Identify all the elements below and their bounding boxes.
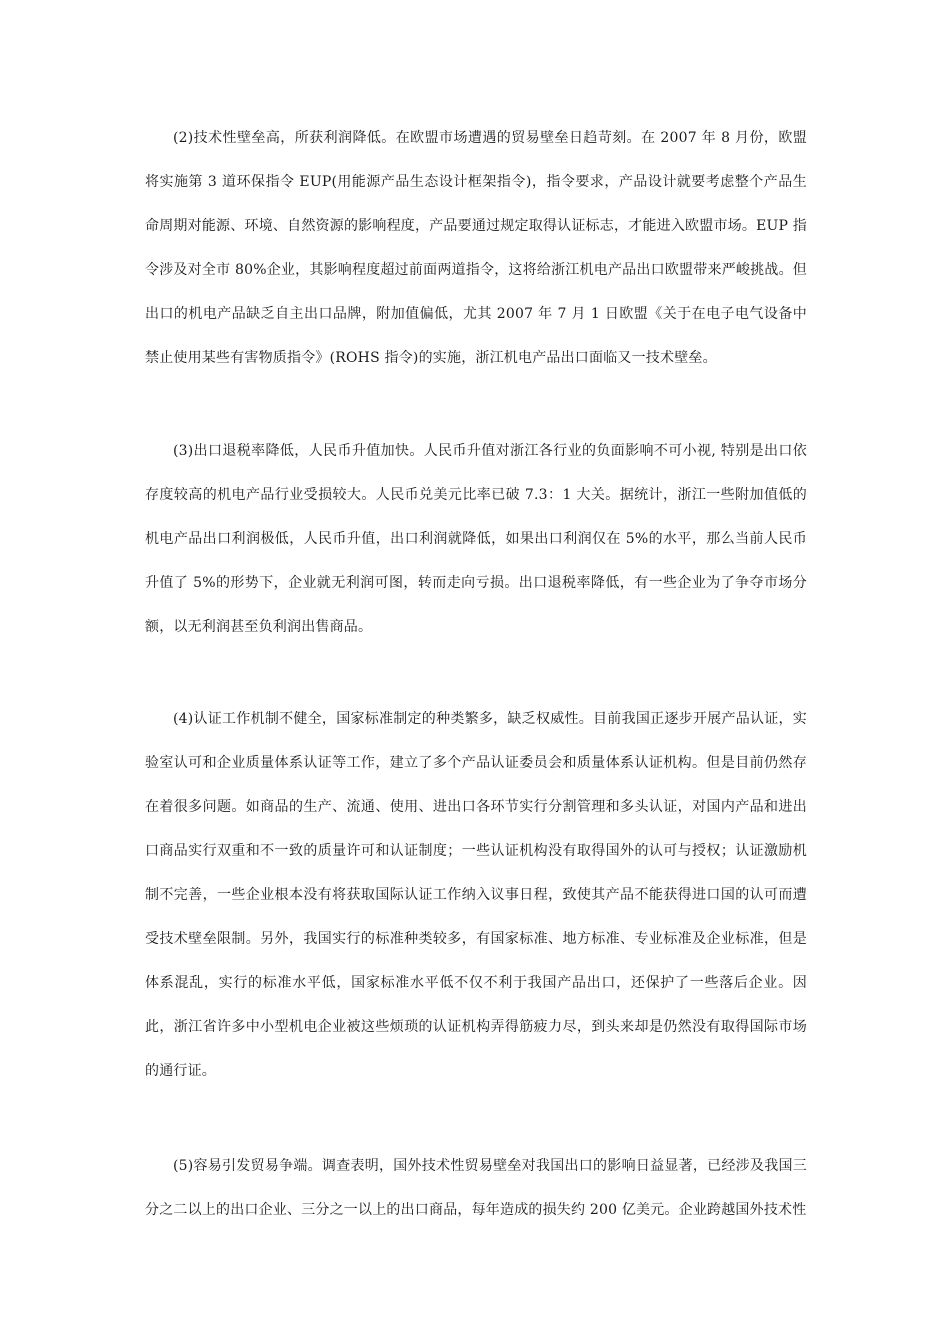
paragraph-export-tax-rebate: (3)出口退税率降低，人民币升值加快。人民币升值对浙江各行业的负面影响不可小视, 特别是出口依存度较高的机电产品行业受损较大。人民币兑美元比率已破 7.3：1 大关。据统计，浙江一些附加值低的机电产品出口利润极低，人民币升值，出口利润就降低，如果出口利润仅在 5%的水平，那么当前人民币升值了 5%的形势下，企业就无利润可图，转而走向亏损。出口退税率降低，有一些企业为了争夺市场分额，以无利润甚至负利润出售商品。 xyxy=(145,443,807,635)
paragraph-technical-barriers: (2)技术性壁垒高，所获利润降低。在欧盟市场遭遇的贸易壁垒日趋苛刻。在 2007 年 8 月份，欧盟将实施第 3 道环保指令 EUP(用能源产品生态设计框架指令)，指令要求，产品设计就要考虑整个产品生命周期对能源、环境、自然资源的影响程度，产品要通过规定取得认证标志，才能进入欧盟市场。EUP 指令涉及对全市 80%企业，其影响程度超过前面两道指令，这将给浙江机电产品出口欧盟带来严峻挑战。但出口的机电产品缺乏自主出口品牌，附加值偏低，尤其 2007 年 7 月 1 日欧盟《关于在电子电气设备中禁止使用某些有害物质指令》(ROHS 指令)的实施，浙江机电产品出口面临又一技术壁垒。 xyxy=(145,130,807,366)
paragraph-certification-mechanism: (4)认证工作机制不健全，国家标准制定的种类繁多，缺乏权威性。目前我国正逐步开展产品认证，实验室认可和企业质量体系认证等工作，建立了多个产品认证委员会和质量体系认证机构。但是目前仍然存在着很多问题。如商品的生产、流通、使用、进出口各环节实行分割管理和多头认证，对国内产品和进出口商品实行双重和不一致的质量许可和认证制度；一些认证机构没有取得国外的认可与授权；认证激励机制不完善，一些企业根本没有将获取国际认证工作纳入议事日程，致使其产品不能获得进口国的认可而遭受技术壁垒限制。另外，我国实行的标准种类较多，有国家标准、地方标准、专业标准及企业标准，但是体系混乱，实行的标准水平低，国家标准水平低不仅不利于我国产品出口，还保护了一些落后企业。因此，浙江省许多中小型机电企业被这些烦琐的认证机构弄得筋疲力尽，到头来却是仍然没有取得国际市场的通行证。 xyxy=(145,711,807,1079)
paragraph-trade-disputes: (5)容易引发贸易争端。调查表明，国外技术性贸易壁垒对我国出口的影响日益显著，已经涉及我国三分之二以上的出口企业、三分之一以上的出口商品，每年造成的损失约 200 亿美元。企业跨越国外技术性 xyxy=(145,1158,807,1218)
